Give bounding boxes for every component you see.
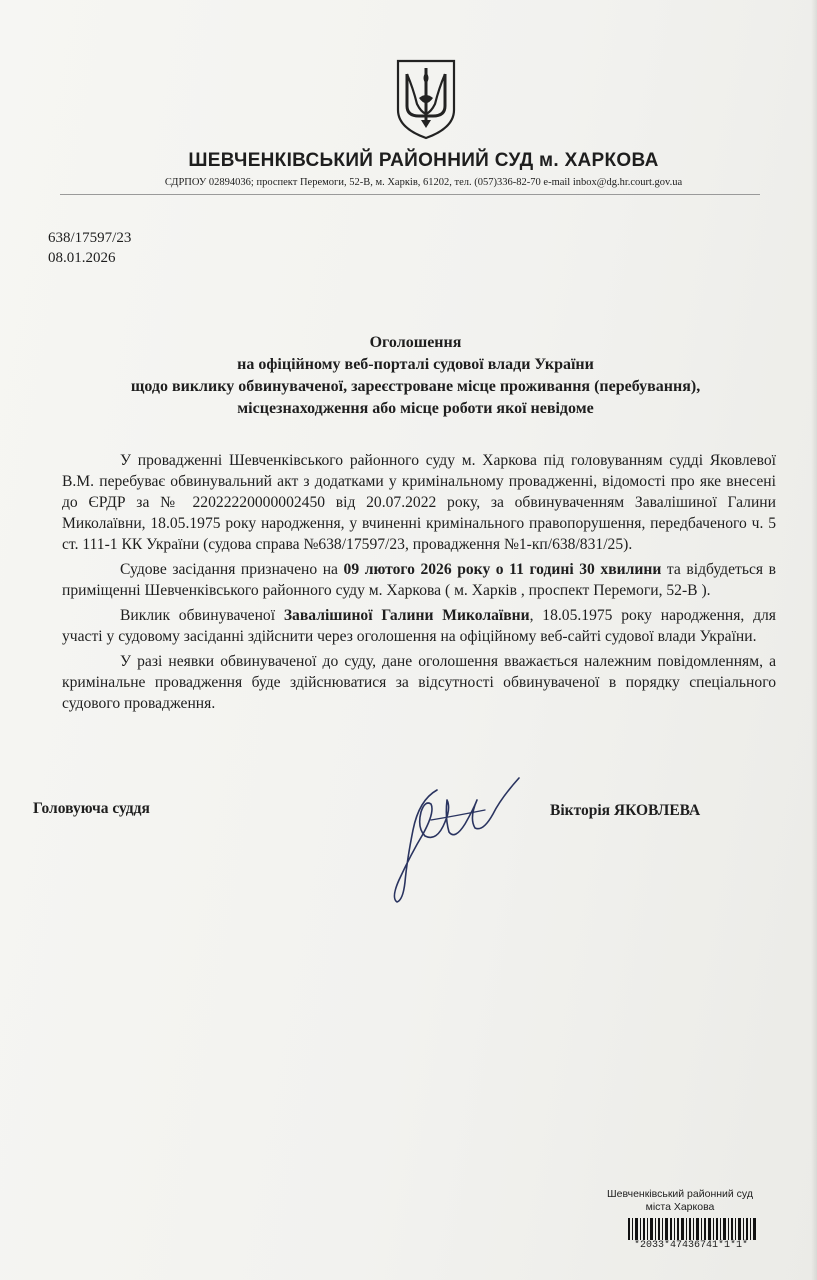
case-number: 638/17597/23	[48, 230, 132, 246]
signer-role: Головуюча суддя	[33, 800, 150, 817]
announcement-heading	[0, 332, 817, 420]
barcode-icon	[628, 1218, 756, 1240]
registry-stamp	[600, 1188, 760, 1214]
document-date: 08.01.2026	[48, 250, 116, 266]
paragraph-hearing	[62, 559, 776, 601]
summons-text-start: Виклик обвинуваченої	[120, 607, 284, 624]
court-name: ШЕВЧЕНКІВСЬКИЙ РАЙОННИЙ СУД м. ХАРКОВА	[188, 150, 659, 171]
hearing-text-end: та відбудеться в приміщенні Шевченківського районного суду м. Харкова ( м. Харків , проспект Перемоги, 52-В ).	[62, 561, 776, 599]
heading-line: місцезнаходження або місце роботи якої невідоме	[237, 400, 594, 417]
header-divider	[60, 194, 760, 195]
page-edge-shadow	[811, 0, 817, 1280]
handwritten-signature	[385, 770, 525, 910]
signer-name: Вікторія ЯКОВЛЕВА	[550, 802, 701, 819]
paragraph-absence: У разі неявки обвинуваченої до суду, дане оголошення вважається належним повідомленням, а кримінальне провадження буде здійснюватися за відсутності обвинуваченої в порядку спеціального судового провадження.	[62, 653, 776, 712]
paragraph-proceedings: У провадженні Шевченківського районного суду м. Харкова під головуванням судді Яковлевої В.М. перебуває обвинувальний акт з додатками у кримінальному провадженні, відомості про яке внесені до ЄРДР за № 22022220000002450 від 20.07.2022 року, за обвинуваченням Завалішиної Галини Миколаївни, 18.05.1975 року народження, у вчиненні кримінального правопорушення, передбаченого ч. 5 ст. 111-1 КК України (судова справа №638/17597/23, провадження №1-кп/638/831/25).	[62, 452, 776, 553]
trident-emblem-icon	[395, 58, 457, 140]
hearing-text-start: Судове засідання призначено на	[120, 561, 344, 578]
heading-line: щодо виклику обвинуваченої, зареєстроване місце проживання (перебування),	[130, 378, 701, 395]
stamp-city: міста Харкова	[645, 1201, 715, 1213]
stamp-court-name: Шевченківський районний суд	[607, 1188, 753, 1200]
summons-text-end: , 18.05.1975 року народження, для участі у судовому засіданні здійснити через оголошення на офіційному веб-сайті судової влади України.	[62, 607, 776, 645]
hearing-datetime: 09 лютого 2026 року о 11 годині 30 хвилини	[343, 561, 662, 578]
announcement-body	[62, 450, 776, 718]
accused-name: Завалішиної Галини Миколаївни	[283, 607, 530, 624]
paragraph-summons	[62, 605, 776, 647]
barcode-number: *2033*47436741*1*1*	[633, 1240, 749, 1251]
heading-line: на офіційному веб-порталі судової влади України	[237, 356, 594, 373]
court-contacts: СДРПОУ 02894036; проспект Перемоги, 52-В, м. Харків, 61202, тел. (057)336-82-70 e-mail inbox@dg.hr.court.gov.ua	[164, 177, 683, 188]
heading-line: Оголошення	[369, 334, 462, 351]
